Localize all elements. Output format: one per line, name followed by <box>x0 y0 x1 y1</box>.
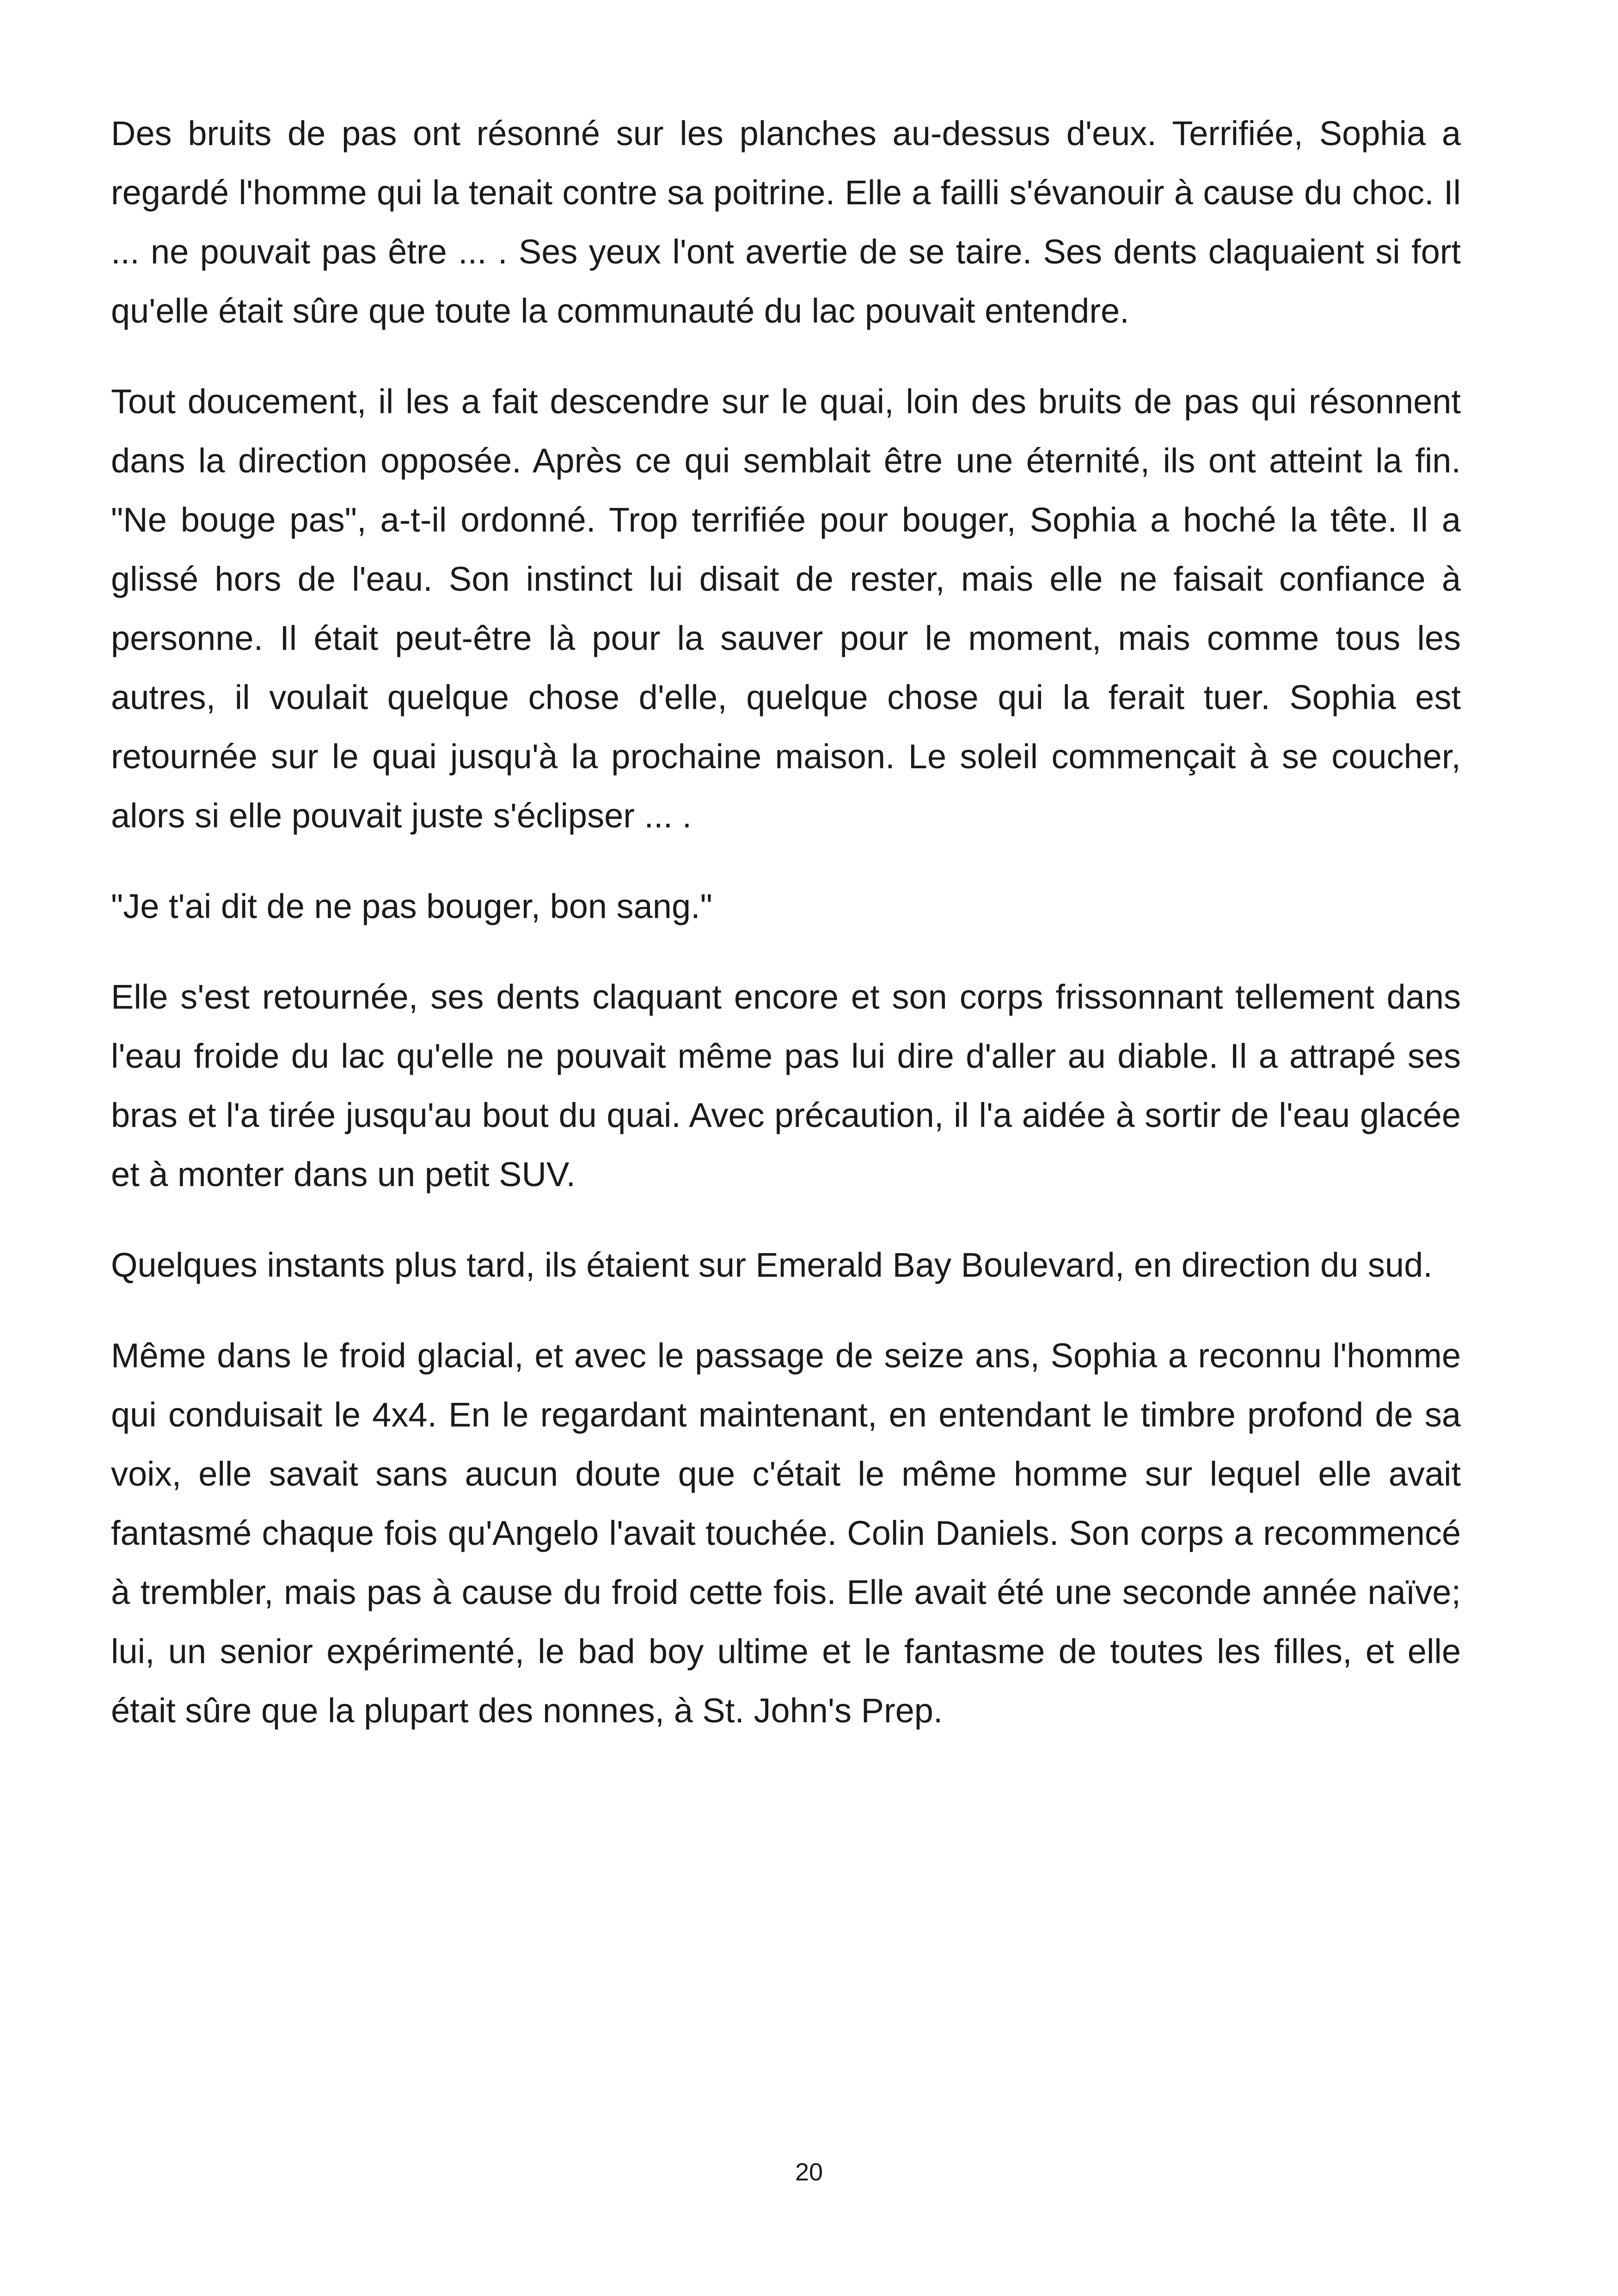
paragraph: "Je t'ai dit de ne pas bouger, bon sang." <box>111 887 712 925</box>
paragraph: Elle s'est retournée, ses dents claquant encore et son corps frissonnant tellement dans l'eau froide du lac qu'elle ne pouvait même pas lui dire d'aller au diable. Il a attrapé ses bras et l'a tirée jusqu'au bout du quai. Avec précaution, il l'a aidée à sortir de l'eau glacée et à monter dans un petit SUV. <box>111 978 1461 1194</box>
paragraph: Tout doucement, il les a fait descendre sur le quai, loin des bruits de pas qui résonnent dans la direction opposée. Après ce qui semblait être une éternité, ils ont atteint la fin. "Ne bouge pas", a-t-il ordonné. Trop terrifiée pour bouger, Sophia a hoché la tête. Il a glissé hors de l'eau. Son instinct lui disait de rester, mais elle ne faisait confiance à personne. Il était peut-être là pour la sauver pour le moment, mais comme tous les autres, il voulait quelque chose d'elle, quelque chose qui la ferait tuer. Sophia est retournée sur le quai jusqu'à la prochaine maison. Le soleil commençait à se coucher, alors si elle pouvait juste s'éclipser ... . <box>111 382 1461 835</box>
body-text <box>111 104 1461 1772</box>
page-number: 20 <box>795 2158 823 2186</box>
paragraph: Quelques instants plus tard, ils étaient sur Emerald Bay Boulevard, en direction du sud. <box>111 1246 1433 1284</box>
paragraph: Des bruits de pas ont résonné sur les planches au-dessus d'eux. Terrifiée, Sophia a regardé l'homme qui la tenait contre sa poitrine. Elle a failli s'évanouir à cause du choc. Il ... ne pouvait pas être ... . Ses yeux l'ont avertie de se taire. Ses dents claquaient si fort qu'elle était sûre que toute la communauté du lac pouvait entendre. <box>111 114 1461 330</box>
paragraph: Même dans le froid glacial, et avec le passage de seize ans, Sophia a reconnu l'homme qui conduisait le 4x4. En le regardant maintenant, en entendant le timbre profond de sa voix, elle savait sans aucun doute que c'était le même homme sur lequel elle avait fantasmé chaque fois qu'Angelo l'avait touchée. Colin Daniels. Son corps a recommencé à trembler, mais pas à cause du froid cette fois. Elle avait été une seconde année naïve; lui, un senior expérimenté, le bad boy ultime et le fantasme de toutes les filles, et elle était sûre que la plupart des nonnes, à St. John's Prep. <box>111 1336 1461 1730</box>
